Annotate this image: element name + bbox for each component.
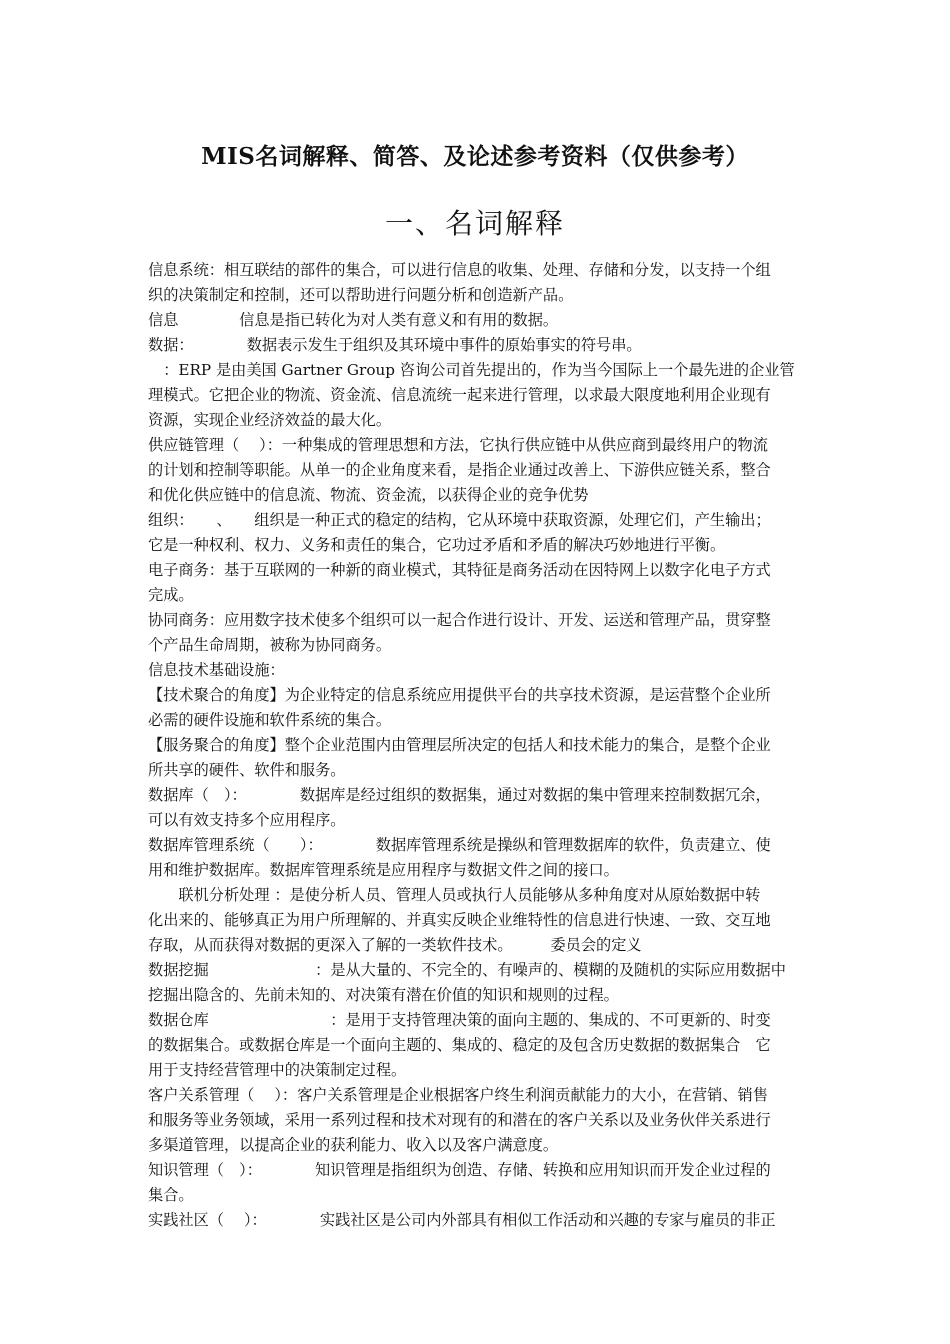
body-text-line: 协同商务：应用数字技术使多个组织可以一起合作进行设计、开发、运送和管理产品，贯穿整 — [148, 611, 771, 629]
body-text-line: 电子商务：基于互联网的一种新的商业模式，其特征是商务活动在因特网上以数字化电子方式 — [148, 561, 771, 579]
body-text-line: 用和维护数据库。数据库管理系统是应用程序与数据文件之间的接口。 — [148, 861, 619, 879]
body-text-line: 数据库（ ）： 数据库是经过组织的数据集，通过对数据的集中管理来控制数据冗余， — [148, 786, 771, 804]
body-text-line: 数据挖掘 ：是从大量的、不完全的、有噪声的、模糊的及随机的实际应用数据中 — [148, 961, 786, 979]
body-text-line: 【服务聚合的角度】整个企业范围内由管理层所决定的包括人和技术能力的集合，是整个企业 — [148, 736, 771, 754]
body-text-line: 信息技术基础设施： — [148, 661, 285, 679]
body-text-line: 理模式。它把企业的物流、资金流、信息流统一起来进行管理，以求最大限度地利用企业现有 — [148, 386, 771, 404]
body-text-line: 数据仓库 ：是用于支持管理决策的面向主题的、集成的、不可更新的、时变 — [148, 1011, 771, 1029]
body-text-line: 必需的硬件设施和软件系统的集合。 — [148, 711, 391, 729]
body-text-line: 它是一种权利、权力、义务和责任的集合，它功过矛盾和矛盾的解决巧妙地进行平衡。 — [148, 536, 726, 554]
body-text-line: 挖掘出隐含的、先前未知的、对决策有潜在价值的知识和规则的过程。 — [148, 986, 619, 1004]
body-text-line: 和优化供应链中的信息流、物流、资金流，以获得企业的竞争优势 — [148, 486, 589, 504]
body-text-line: 多渠道管理，以提高企业的获利能力、收入以及客户满意度。 — [148, 1136, 559, 1154]
body-text-line: 织的决策制定和控制，还可以帮助进行问题分析和创造新产品。 — [148, 286, 574, 304]
document-body — [148, 258, 838, 1233]
body-text-line: 的计划和控制等职能。从单一的企业角度来看，是指企业通过改善上、下游供应链关系，整合 — [148, 461, 771, 479]
body-text-line: 知识管理（ ）： 知识管理是指组织为创造、存储、转换和应用知识而开发企业过程的 — [148, 1161, 771, 1179]
body-text-line: 化出来的、能够真正为用户所理解的、并真实反映企业维特性的信息进行快速、一致、交互地 — [148, 911, 771, 929]
body-text-line: 个产品生命周期，被称为协同商务。 — [148, 636, 391, 654]
body-text-line: ：ERP 是由美国 Gartner Group 咨询公司首先提出的，作为当今国际上一个最先进的企业管 — [148, 361, 795, 379]
document-title: MIS名词解释、简答、及论述参考资料（仅供参考） — [201, 143, 749, 170]
body-text-line: 的数据集合。或数据仓库是一个面向主题的、集成的、稳定的及包含历史数据的数据集合 它 — [148, 1036, 771, 1054]
body-text-line: 实践社区（ ）： 实践社区是公司内外部具有相似工作活动和兴趣的专家与雇员的非正 — [148, 1211, 776, 1229]
body-text-line: 组织： 、 组织是一种正式的稳定的结构，它从环境中获取资源，处理它们，产生输出； — [148, 511, 771, 529]
body-text-line: 数据： 数据表示发生于组织及其环境中事件的原始事实的符号串。 — [148, 336, 642, 354]
body-text-line: 供应链管理（ ）：一种集成的管理思想和方法，它执行供应链中从供应商到最终用户的物流 — [148, 436, 768, 454]
body-text-line: 可以有效支持多个应用程序。 — [148, 811, 346, 829]
body-text-line: 所共享的硬件、软件和服务。 — [148, 761, 346, 779]
body-text-line: 客户关系管理（ ）：客户关系管理是企业根据客户终生利润贡献能力的大小，在营销、销售 — [148, 1086, 768, 1104]
section-heading: 一、名词解释 — [384, 207, 565, 240]
body-text-line: 资源，实现企业经济效益的最大化。 — [148, 411, 391, 429]
body-text-line: 信息系统：相互联结的部件的集合，可以进行信息的收集、处理、存储和分发，以支持一个组 — [148, 261, 771, 279]
body-text-line: 信息 信息是指已转化为对人类有意义和有用的数据。 — [148, 311, 559, 329]
body-text-line: 和服务等业务领域，采用一系列过程和技术对现有的和潜在的客户关系以及业务伙伴关系进行 — [148, 1111, 771, 1129]
body-text-line: 【技术聚合的角度】为企业特定的信息系统应用提供平台的共享技术资源，是运营整个企业所 — [148, 686, 771, 704]
body-text-line: 完成。 — [148, 586, 194, 604]
body-text-line: 用于支持经营管理中的决策制定过程。 — [148, 1061, 407, 1079]
body-text-line: 存取，从而获得对数据的更深入了解的一类软件技术。 委员会的定义 — [148, 936, 642, 954]
body-text-line: 联机分析处理 ：是使分析人员、管理人员或执行人员能够从多种角度对从原始数据中转 — [148, 886, 761, 904]
body-text-line: 集合。 — [148, 1186, 194, 1204]
body-text-line: 数据库管理系统（ ）： 数据库管理系统是操纵和管理数据库的软件，负责建立、使 — [148, 836, 771, 854]
